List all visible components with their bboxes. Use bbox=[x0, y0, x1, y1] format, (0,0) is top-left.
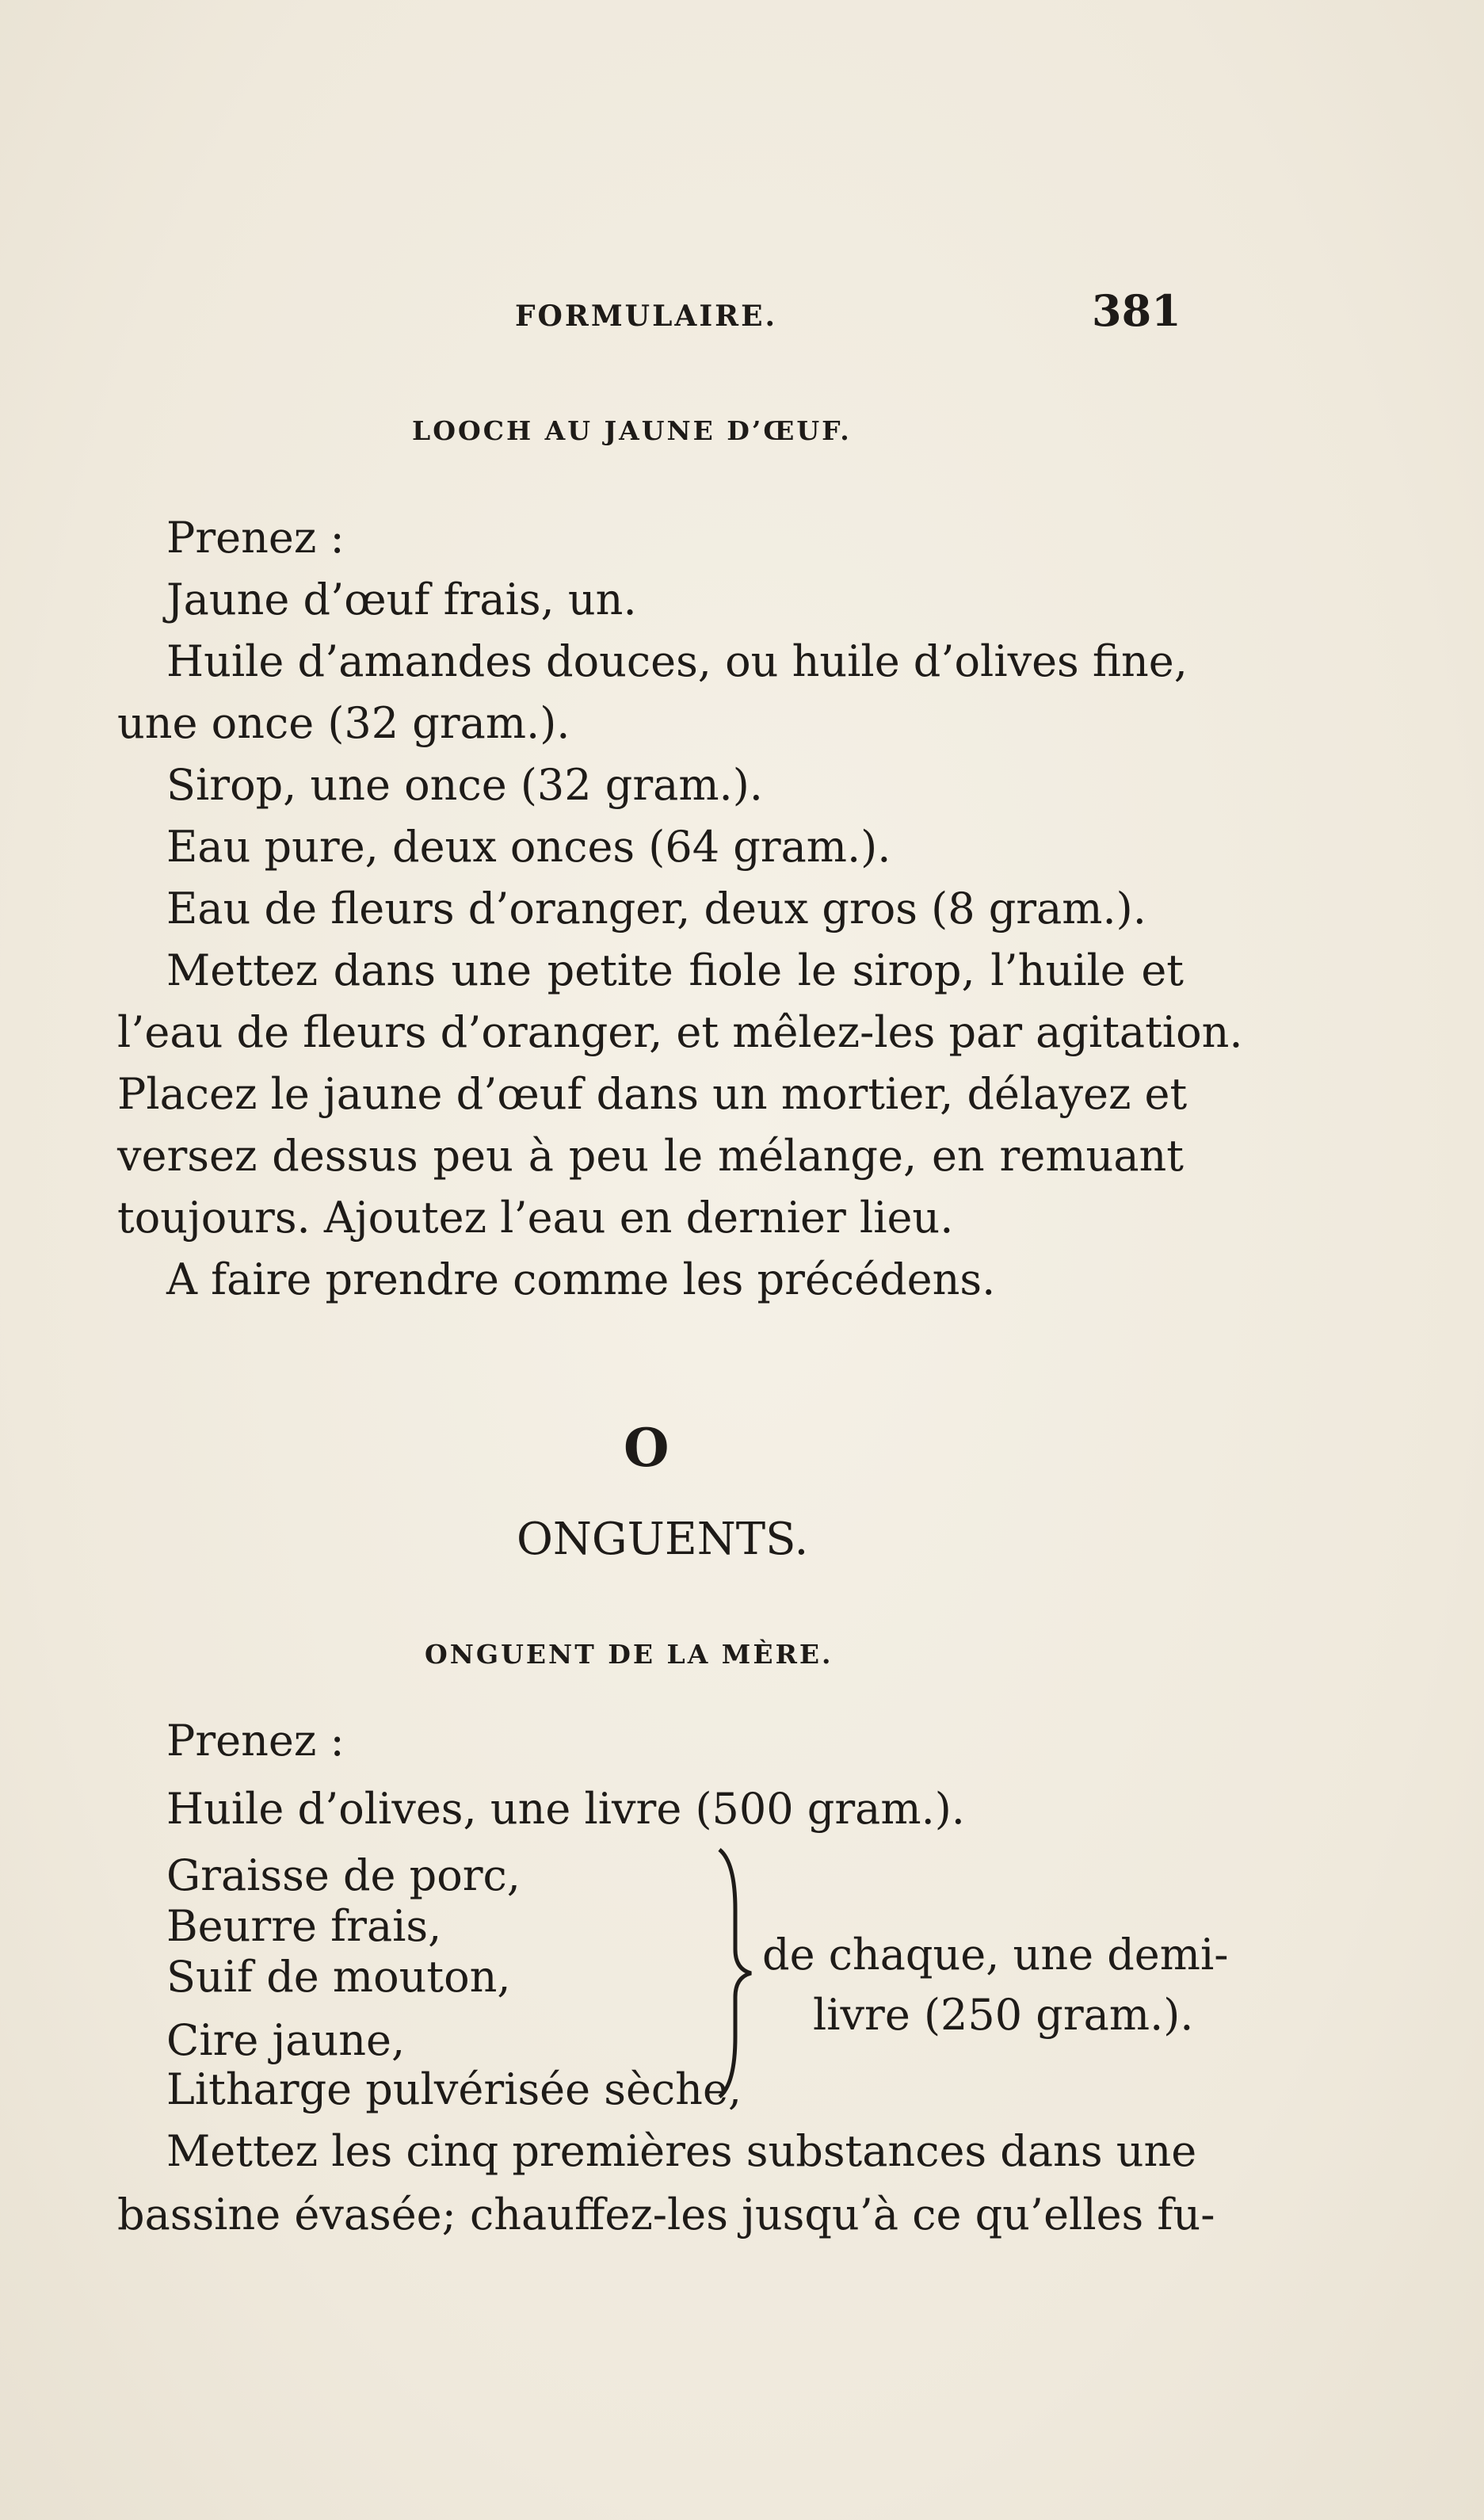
running-title: FORMULAIRE. bbox=[515, 300, 778, 333]
ingredient-item: Cire jaune, bbox=[166, 2015, 406, 2065]
text-line: Placez le jaune d’œuf dans un mortier, délayez et bbox=[117, 1069, 1188, 1119]
text-line: Huile d’olives, une livre (500 gram.). bbox=[166, 1784, 965, 1834]
section-letter: O bbox=[624, 1417, 670, 1479]
text-line: Eau de fleurs d’oranger, deux gros (8 gram.). bbox=[166, 884, 1146, 934]
text-line: Prenez : bbox=[166, 1716, 345, 1766]
text-line: Mettez les cinq premières substances dans une bbox=[166, 2126, 1197, 2176]
section-title: ONGUENTS. bbox=[517, 1514, 809, 1565]
quantity-text: livre (250 gram.). bbox=[813, 1990, 1194, 2040]
ingredient-item: Graisse de porc, bbox=[166, 1850, 521, 1900]
text-line: Sirop, une once (32 gram.). bbox=[166, 760, 763, 810]
ingredient-item: Beurre frais, bbox=[166, 1901, 442, 1951]
text-line: versez dessus peu à peu le mélange, en remuant bbox=[117, 1131, 1184, 1181]
text-line: A faire prendre comme les précédens. bbox=[166, 1254, 996, 1304]
text-line: Eau pure, deux onces (64 gram.). bbox=[166, 822, 891, 872]
text-line: Huile d’amandes douces, ou huile d’olives fine, bbox=[166, 636, 1188, 686]
recipe-title: ONGUENT DE LA MÈRE. bbox=[425, 1639, 834, 1670]
text-line: toujours. Ajoutez l’eau en dernier lieu. bbox=[117, 1193, 954, 1243]
text-line: l’eau de fleurs d’oranger, et mêlez-les par agitation. bbox=[117, 1007, 1243, 1057]
text-line: Prenez : bbox=[166, 513, 345, 563]
text-line: bassine évasée; chauffez-les jusqu’à ce qu’elles fu- bbox=[117, 2190, 1215, 2239]
brace-icon bbox=[713, 1846, 769, 2100]
ingredient-item: Litharge pulvérisée sèche, bbox=[166, 2064, 742, 2114]
ingredient-item: Suif de mouton, bbox=[166, 1952, 511, 2002]
page-number: 381 bbox=[1092, 285, 1181, 336]
quantity-text: de chaque, une demi- bbox=[762, 1930, 1229, 1980]
text-line: une once (32 gram.). bbox=[117, 698, 570, 748]
text-line: Jaune d’œuf frais, un. bbox=[166, 575, 637, 624]
text-line: Mettez dans une petite fiole le sirop, l’huile et bbox=[166, 945, 1184, 995]
recipe-title: LOOCH AU JAUNE D’ŒUF. bbox=[412, 415, 852, 446]
